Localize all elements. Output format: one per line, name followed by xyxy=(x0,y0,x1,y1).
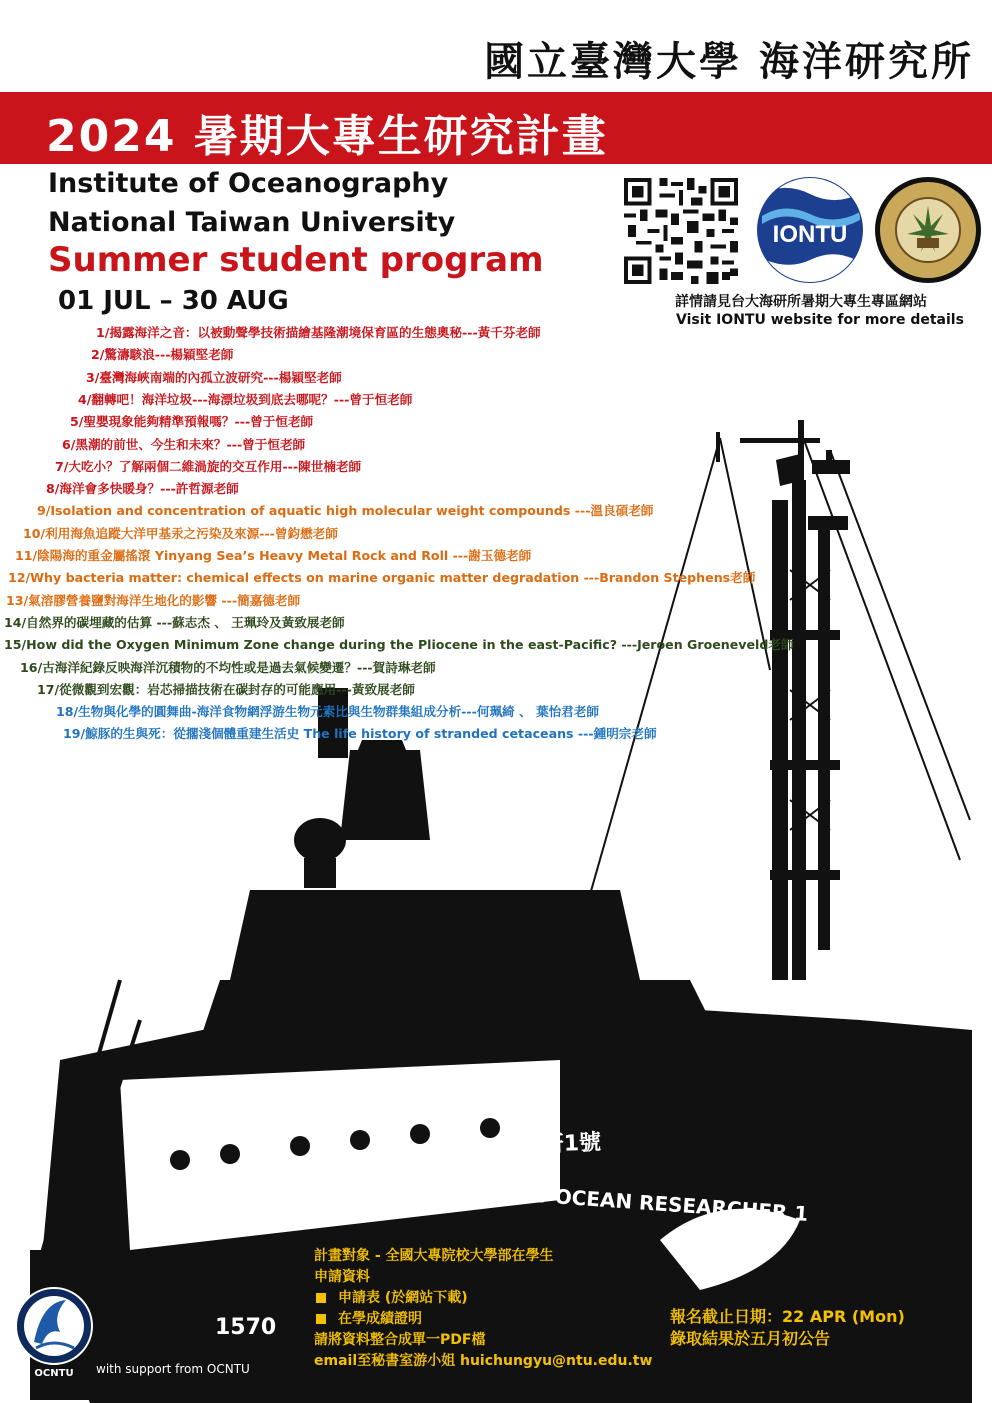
materials-item: 在學成績證明 xyxy=(314,1309,652,1330)
project-item: 5/聖嬰現象能夠精準預報嗎？---曾于恒老師 xyxy=(70,414,314,430)
qr-code-icon[interactable] xyxy=(624,178,738,284)
project-item: 15/How did the Oxygen Minimum Zone change during the Pliocene in the east-Pacific? ---Jeroen Groeneveld老師 xyxy=(4,637,794,653)
university-name-en: National Taiwan University xyxy=(48,207,456,238)
project-item: 10/利用海魚追蹤大洋甲基汞之污染及來源---曾鈞懋老師 xyxy=(23,525,338,541)
project-item: 9/Isolation and concentration of aquatic high molecular weight compounds ---溫良碩老師 xyxy=(37,503,654,519)
project-item: 11/陰陽海的重金屬搖滾 Yinyang Sea’s Heavy Metal Rock and Roll ---謝玉德老師 xyxy=(15,548,532,563)
materials-item: 申請表 (於網站下載) xyxy=(314,1288,652,1309)
materials-heading: 申請資料 xyxy=(314,1269,370,1285)
pdf-note: 請將資料整合成單一PDF檔 xyxy=(314,1332,486,1348)
project-item: 6/黑潮的前世、今生和未來？---曾于恒老師 xyxy=(62,436,306,452)
institute-name-en: Institute of Oceanography xyxy=(48,168,449,199)
project-item: 12/Why bacteria matter: chemical effects on marine organic matter degradation ---Brandon Stephens老師 xyxy=(8,570,756,586)
ship-name-zh: 新海研1號 xyxy=(497,1130,602,1159)
support-credit: with support from OCNTU xyxy=(96,1362,250,1376)
project-item: 2/驚濤駭浪---楊穎堅老師 xyxy=(91,347,234,363)
ntu-seal-icon xyxy=(873,176,983,284)
details-note-zh: 詳情請見台大海研所暑期大專生專區網站 xyxy=(675,294,927,310)
program-title-zh: 2024 暑期大專生研究計畫 xyxy=(46,111,608,162)
bullet-icon xyxy=(316,1314,326,1324)
project-item: 13/氣溶膠營養鹽對海洋生地化的影響 ---簡嘉德老師 xyxy=(6,592,301,608)
project-item: 8/海洋會多快暖身？---許哲源老師 xyxy=(46,481,239,497)
institute-title-zh: 國立臺灣大學 海洋研究所 xyxy=(484,39,974,85)
program-dates: 01 JUL – 30 AUG xyxy=(58,286,289,316)
iontu-logo-icon xyxy=(754,176,866,284)
project-item: 17/從微觀到宏觀：岩芯掃描技術在碳封存的可能應用---黃致展老師 xyxy=(37,681,415,697)
iontu-logo-text: IONTU xyxy=(772,221,848,248)
details-note-en: Visit IONTU website for more details xyxy=(676,312,964,328)
application-deadline: 報名截止日期：22 APR (Mon) xyxy=(670,1307,905,1326)
project-item: 14/自然界的碳埋藏的估算 ---蘇志杰 、 王珮玲及黃致展老師 xyxy=(4,614,345,630)
ship-name-en: R/V NEW OCEAN RESEARCHER 1 xyxy=(449,1177,809,1226)
project-item: 19/鯨豚的生與死：從擱淺個體重建生活史 The life history of stranded cetaceans ---鍾明宗老師 xyxy=(63,726,657,742)
project-item: 18/生物與化學的圓舞曲-海洋食物網浮游生物元素比與生物群集組成分析---何珮綺 、 葉怡君老師 xyxy=(56,704,599,720)
result-announcement: 錄取結果於五月初公告 xyxy=(670,1329,831,1348)
application-info xyxy=(314,1246,652,1372)
ship-hull-number: 1570 xyxy=(215,1315,277,1340)
project-item: 16/古海洋紀錄反映海洋沉積物的不均性或是過去氣候變遷？---賀詩琳老師 xyxy=(20,659,436,675)
ocntu-logo-icon xyxy=(12,1282,96,1380)
project-item: 3/臺灣海峽南端的內孤立波研究---楊穎堅老師 xyxy=(86,369,342,385)
project-item: 7/大吃小？了解兩個二維渦旋的交互作用---陳世楠老師 xyxy=(55,458,362,474)
project-item: 4/翻轉吧！海洋垃圾---海漂垃圾到底去哪呢？---曾于恒老師 xyxy=(78,391,413,407)
deadline-info xyxy=(670,1306,905,1350)
eligibility-text: 計畫對象 - 全國大專院校大學部在學生 xyxy=(314,1248,554,1264)
project-item: 1/揭露海洋之音：以被動聲學技術描繪基隆潮境保育區的生態奧秘---黃千芬老師 xyxy=(96,325,541,340)
contact-email[interactable]: email至秘書室游小姐 huichungyu@ntu.edu.tw xyxy=(314,1353,653,1369)
bullet-icon xyxy=(316,1293,326,1303)
ocntu-logo-text: OCNTU xyxy=(34,1368,74,1379)
program-title-en: Summer student program xyxy=(48,240,544,280)
